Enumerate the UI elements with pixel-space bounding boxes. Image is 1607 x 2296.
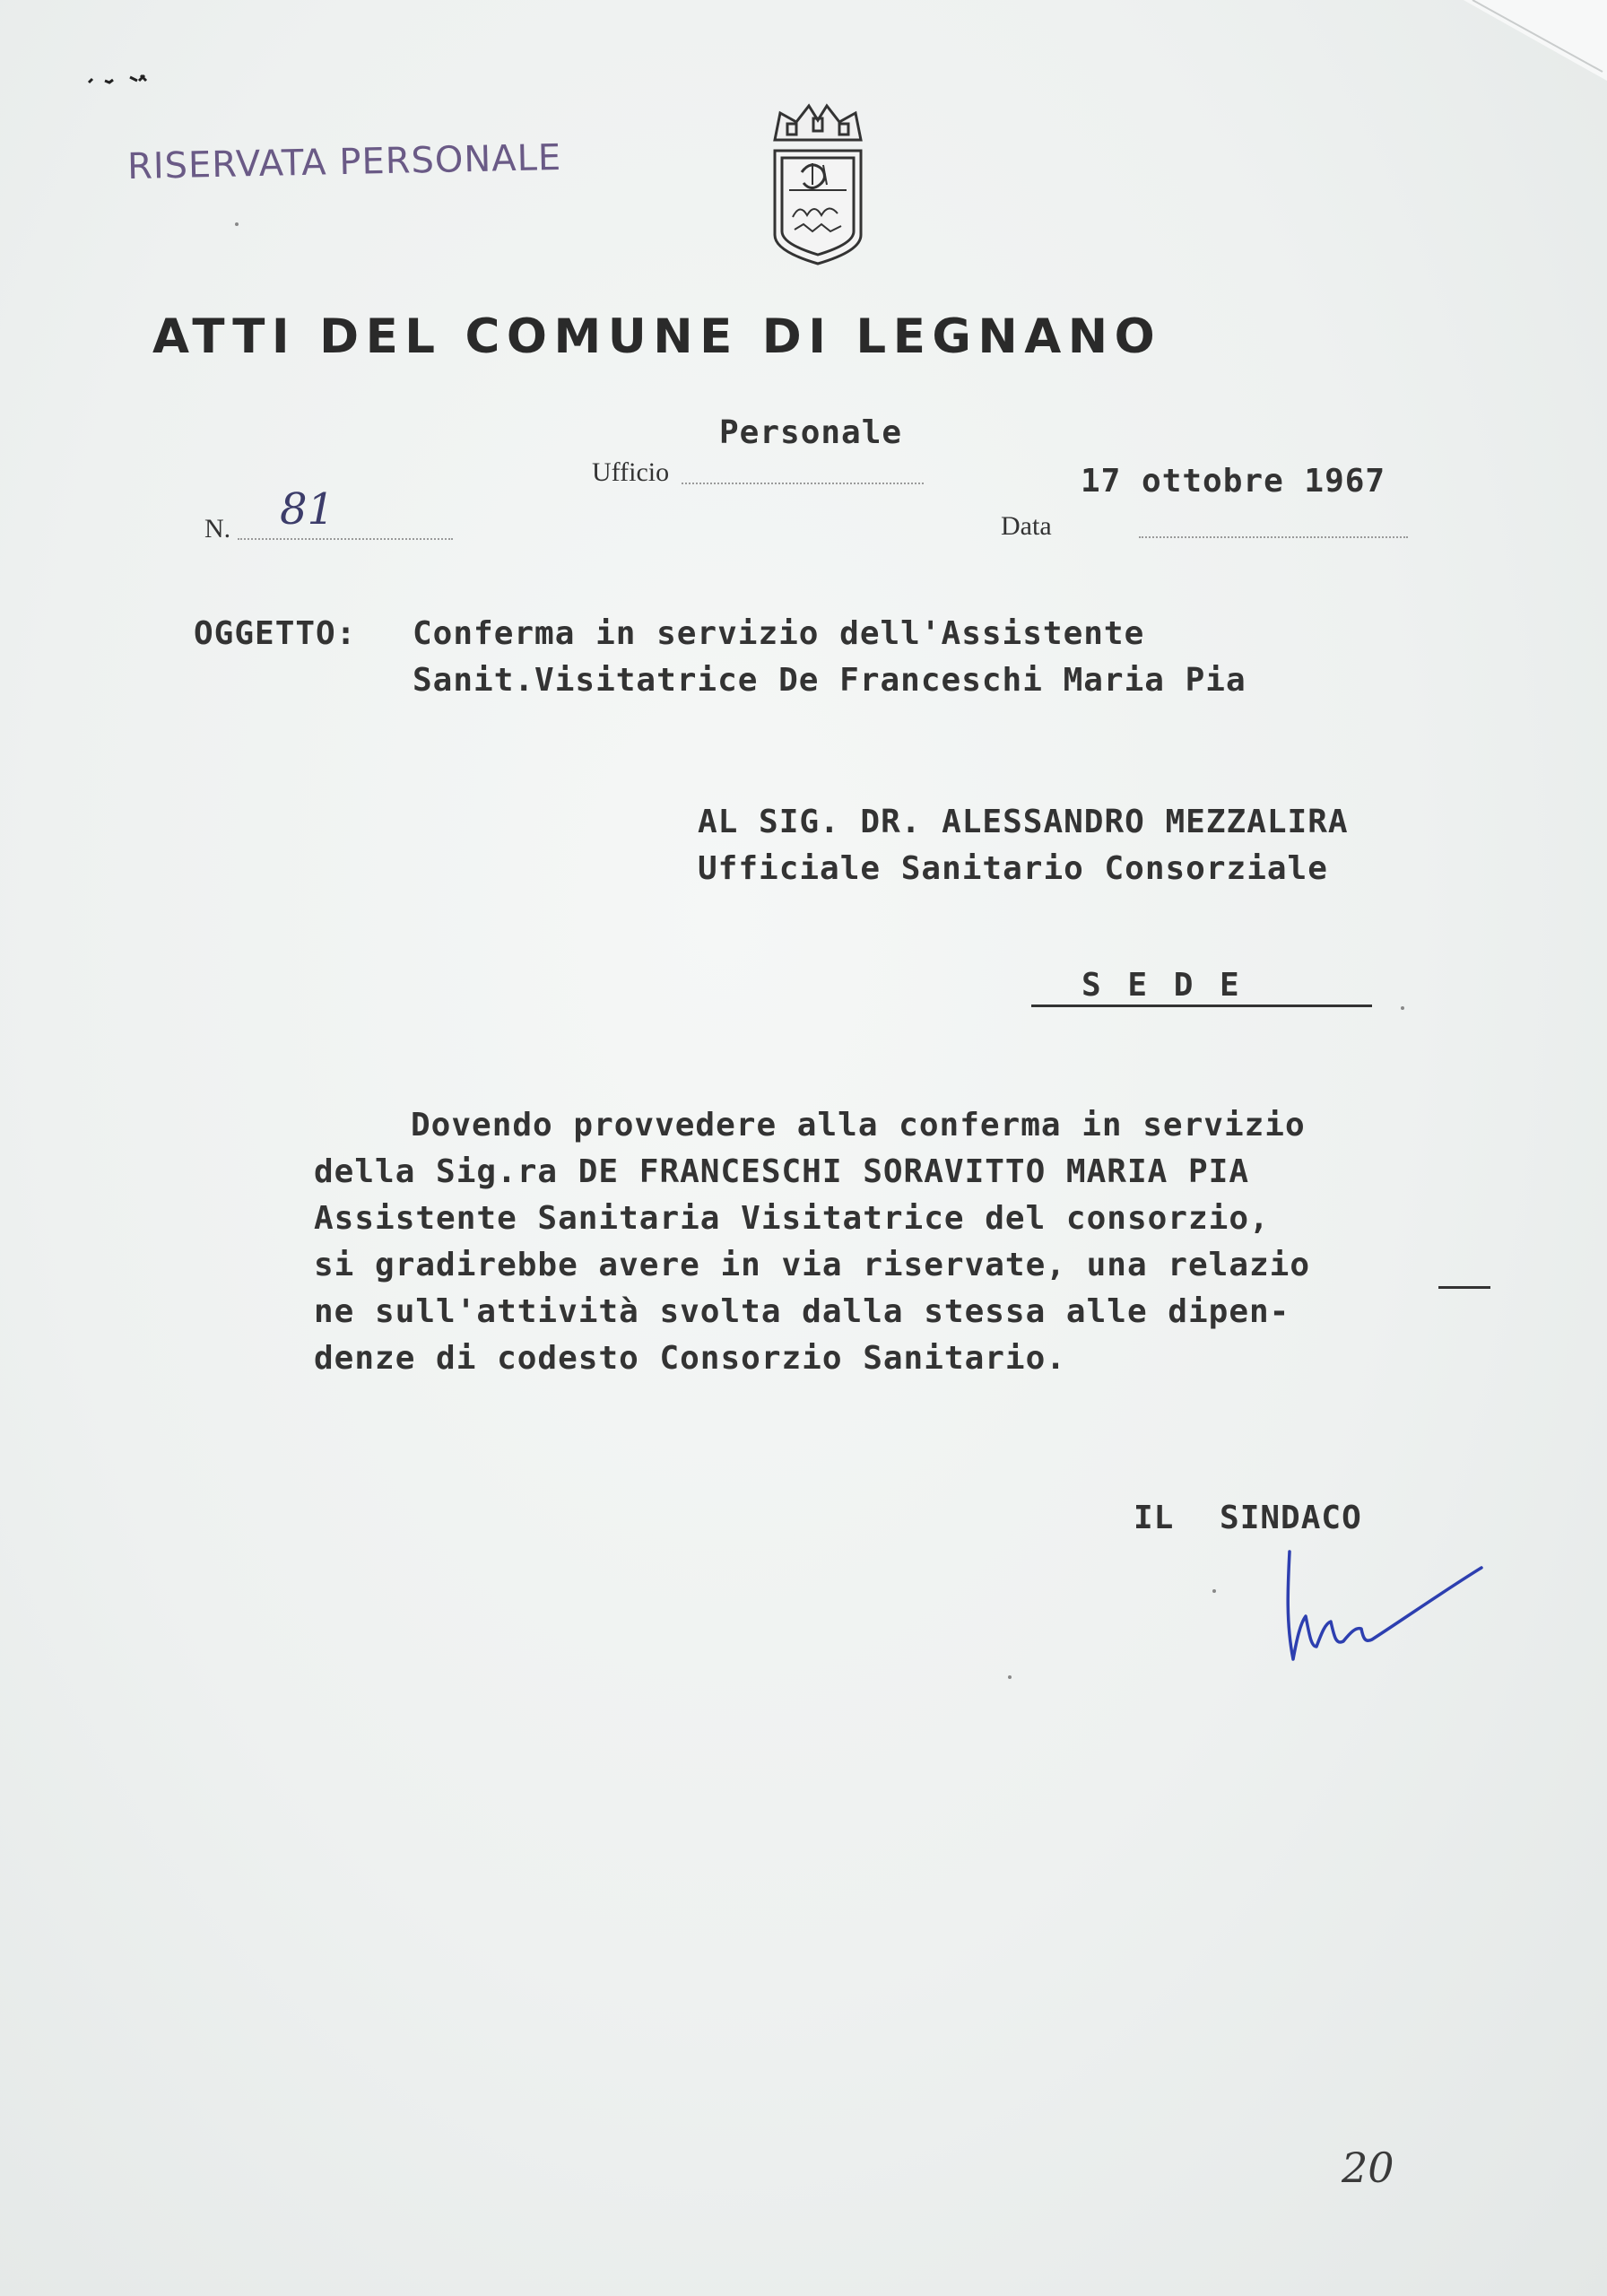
location-underline: [1031, 1004, 1372, 1007]
recipient-location: S E D E: [1081, 967, 1243, 1004]
body-line-5: ne sull'attività svolta dalla stessa alle dipen-: [314, 1293, 1290, 1330]
recipient-line-2: Ufficiale Sanitario Consorziale: [698, 850, 1328, 887]
mayor-signature: [1273, 1534, 1489, 1668]
body-line-2: della Sig.ra DE FRANCESCHI SORAVITTO MARIA PIA: [314, 1153, 1249, 1190]
number-dotted-line: [238, 538, 453, 540]
protocol-number: 81: [280, 484, 335, 535]
recipient-line-1: AL SIG. DR. ALESSANDRO MEZZALIRA: [698, 804, 1349, 840]
subject-line-2: Sanit.Visitatrice De Franceschi Maria Pia: [413, 662, 1247, 699]
office-label: Ufficio: [592, 457, 670, 487]
body-line-6: denze di codesto Consorzio Sanitario.: [314, 1340, 1066, 1377]
subject-label: OGGETTO:: [194, 615, 357, 652]
ink-speck: [1401, 1006, 1404, 1010]
page-number: 20: [1342, 2144, 1394, 2192]
date-label: Data: [1001, 511, 1052, 541]
folded-corner: [1464, 0, 1607, 81]
signatory-title: IL SINDACO: [1134, 1500, 1362, 1536]
pen-marks: [85, 63, 166, 99]
date-value: 17 ottobre 1967: [1081, 463, 1386, 500]
subject-line-1: Conferma in servizio dell'Assistente: [413, 615, 1145, 652]
date-dotted-line: [1139, 536, 1408, 538]
number-label: N.: [204, 514, 231, 544]
handwritten-correction-underline: [1438, 1286, 1490, 1289]
body-line-3: Assistente Sanitaria Visitatrice del consorzio,: [314, 1200, 1270, 1237]
letterhead-title: ATTI DEL COMUNE DI LEGNANO: [152, 309, 1162, 364]
ink-speck: [1212, 1589, 1216, 1593]
body-line-4: si gradirebbe avere in via riservate, una relazio: [314, 1247, 1311, 1283]
body-line-1: Dovendo provvedere alla conferma in servizio: [411, 1107, 1306, 1144]
office-value: Personale: [719, 414, 903, 451]
coat-of-arms-icon: [769, 100, 866, 267]
office-dotted-line: [682, 483, 924, 484]
confidential-stamp: RISERVATA PERSONALE: [126, 136, 562, 188]
ink-speck: [235, 222, 239, 226]
ink-speck: [1008, 1675, 1012, 1679]
